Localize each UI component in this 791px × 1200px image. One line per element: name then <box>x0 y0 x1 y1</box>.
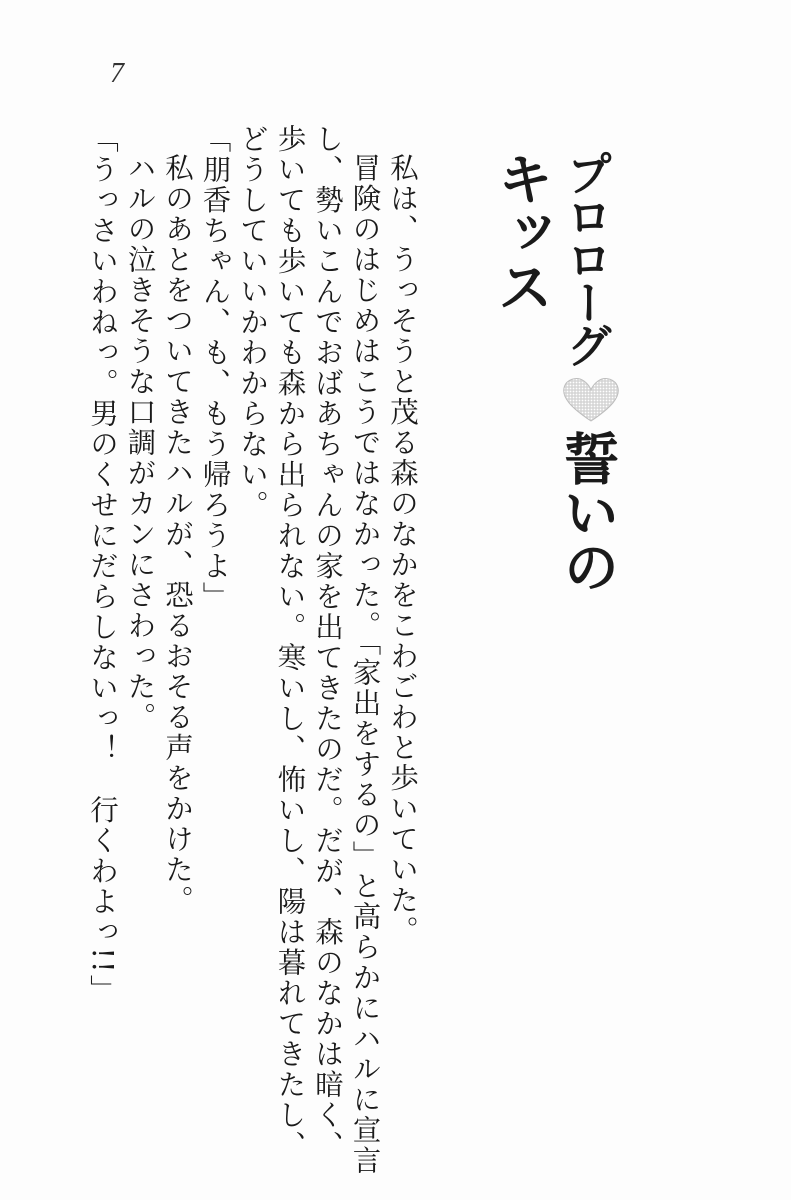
chapter-subtitle: プロローグ <box>559 150 614 365</box>
heart-icon <box>560 375 622 423</box>
paragraph-5: ハルの泣きそうな口調がカンにさわった。 <box>123 152 157 732</box>
paragraph-3: 「朋香ちゃん、も、もう帰ろうよ」 <box>198 124 232 612</box>
paragraph-1: 私は、うっそうと茂る森のなかをこわごわと歩いていた。 <box>386 152 419 946</box>
paragraph-2: 冒険のはじめはこうではなかった。「家出をするの」と高らかにハルに宣言し、勢いこんでおばあちゃんの家を出てきたのだ。だが、森のなかは暗く、歩いても歩いても森から出られない。寒いし、怖いし、陽は暮れてきたし、どうしていいかわからない。 <box>236 124 382 1176</box>
paragraph-4: 私のあとをついてきたハルが、恐るおそる声をかけた。 <box>161 152 194 915</box>
page-number: 7 <box>110 58 124 89</box>
chapter-main-title: 誓いのキッス <box>488 150 620 593</box>
chapter-title <box>488 150 622 630</box>
paragraph-6: 「うっさいわねっ。男のくせにだらしないっ！ 行くわよっ!!」 <box>86 124 119 1005</box>
body-text <box>84 124 422 1184</box>
